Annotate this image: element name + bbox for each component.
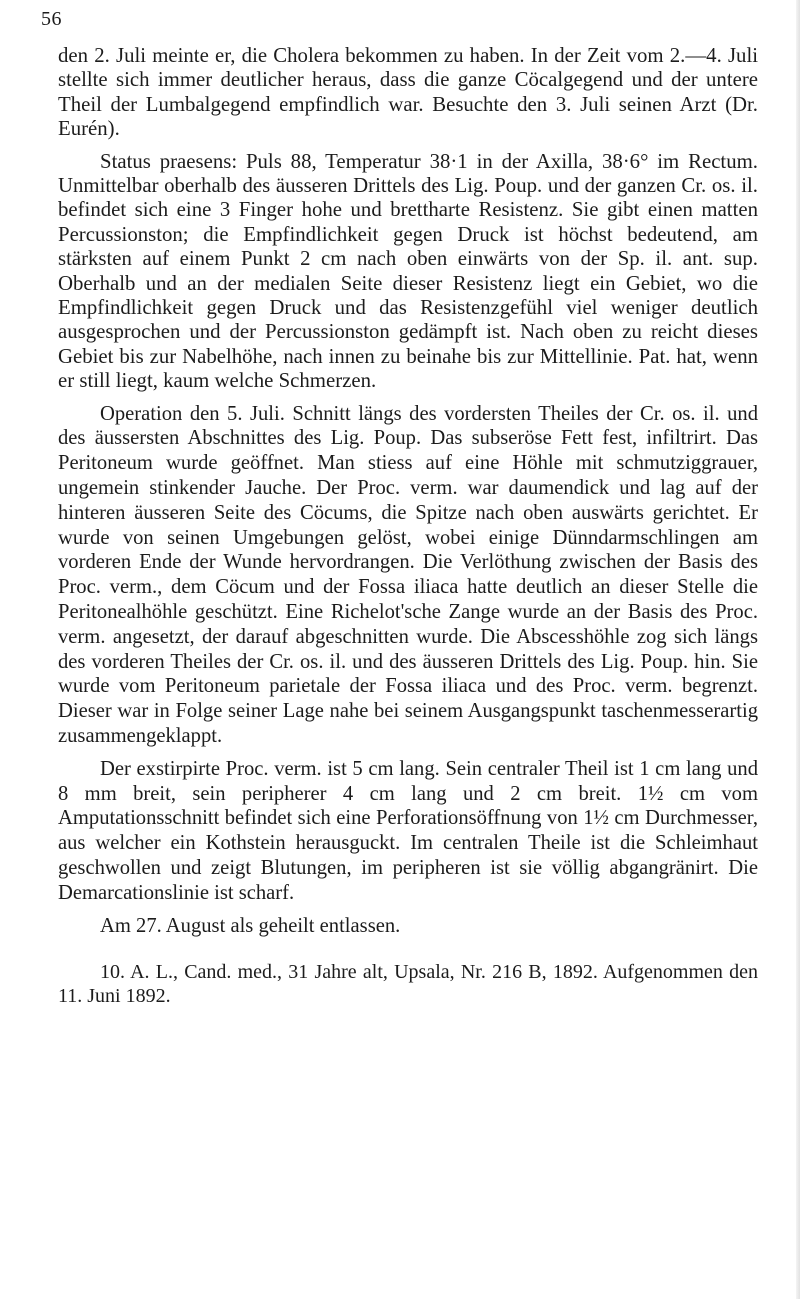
text-column — [58, 44, 758, 1008]
paragraph-history: den 2. Juli meinte er, die Cholera bekommen zu haben. In der Zeit vom 2.—4. Juli stellte sich immer deutlicher heraus, dass die ganze Cöcalgegend und der untere Theil der Lumbalgegend empfindlich war. Besuchte den 3. Juli seinen Arzt (Dr. Eurén). — [58, 44, 758, 141]
page-number: 56 — [41, 8, 62, 30]
paragraph-discharge: Am 27. August als geheilt entlassen. — [100, 914, 401, 937]
page-edge-shadow — [796, 0, 800, 1299]
paragraph-operation: Operation den 5. Juli. Schnitt längs des vordersten Theiles der Cr. os. il. und des äussersten Abschnittes des Lig. Poup. Das subseröse Fett fest, infiltrirt. Das Peritoneum wurde geöffnet. Man stiess auf eine Höhle mit schmutziggrauer, ungemein stinkender Jauche. Der Proc. verm. war daumendick und lag auf der hinteren äusseren Seite des Cöcums, die Spitze nach oben auswärts gerichtet. Er wurde von seinen Umgebungen gelöst, wobei einige Dünndarmschlingen am vorderen Ende der Wunde hervordrangen. Die Verlöthung zwischen der Basis des Proc. verm., dem Cöcum und der Fossa iliaca hatte deutlich an dieser Stelle die Peritonealhöhle geschützt. Eine Richelot'sche Zange wurde an der Basis des Proc. verm. angesetzt, der darauf abgeschnitten wurde. Die Abscesshöhle zog sich längs des vorderen Theiles der Cr. os. il. und des äusseren Drittels des Lig. Poup. hin. Sie wurde vom Peritoneum parietale der Fossa iliaca und des Proc. verm. begrenzt. Dieser war in Folge seiner Lage nahe bei seinem Ausgangspunkt taschenmesserartig zusammengeklappt. — [58, 402, 758, 748]
paragraph-specimen: Der exstirpirte Proc. verm. ist 5 cm lang. Sein centraler Theil ist 1 cm lang und 8 mm breit, sein peripherer 4 cm lang und 2 cm breit. 1½ cm vom Amputationsschnitt befindet sich eine Perforationsöffnung von 1½ cm Durchmesser, aus welcher ein Kothstein herausguckt. Im centralen Theile ist die Schleimhaut geschwollen und zeigt Blutungen, im peripheren ist sie völlig abgangränirt. Die Demarcationslinie ist scharf. — [58, 757, 758, 904]
paragraph-status-praesens: Status praesens: Puls 88, Temperatur 38·1 in der Axilla, 38·6° im Rectum. Unmittelbar oberhalb des äusseren Drittels des Lig. Poup. und der ganzen Cr. os. il. befindet sich eine 3 Finger hohe und brettharte Resistenz. Sie gibt einen matten Percussionston; die Empfindlichkeit gegen Druck ist höchst bedeutend, am stärksten auf einem Punkt 2 cm nach oben einwärts von der Sp. il. ant. sup. Oberhalb und an der medialen Seite dieser Resistenz liegt ein Gebiet, wo die Empfindlichkeit gegen Druck und das Resistenzgefühl viel weniger deutlich ausgesprochen und der Percussionston gedämpft ist. Nach oben zu reicht dieses Gebiet bis zur Nabelhöhe, nach innen zu beinahe bis zur Mittellinie. Pat. hat, wenn er still liegt, kaum welche Schmerzen. — [58, 149, 758, 393]
case-header: 10. A. L., Cand. med., 31 Jahre alt, Upsala, Nr. 216 B, 1892. Aufgenommen den 11. Juni 1892. — [58, 961, 758, 1008]
